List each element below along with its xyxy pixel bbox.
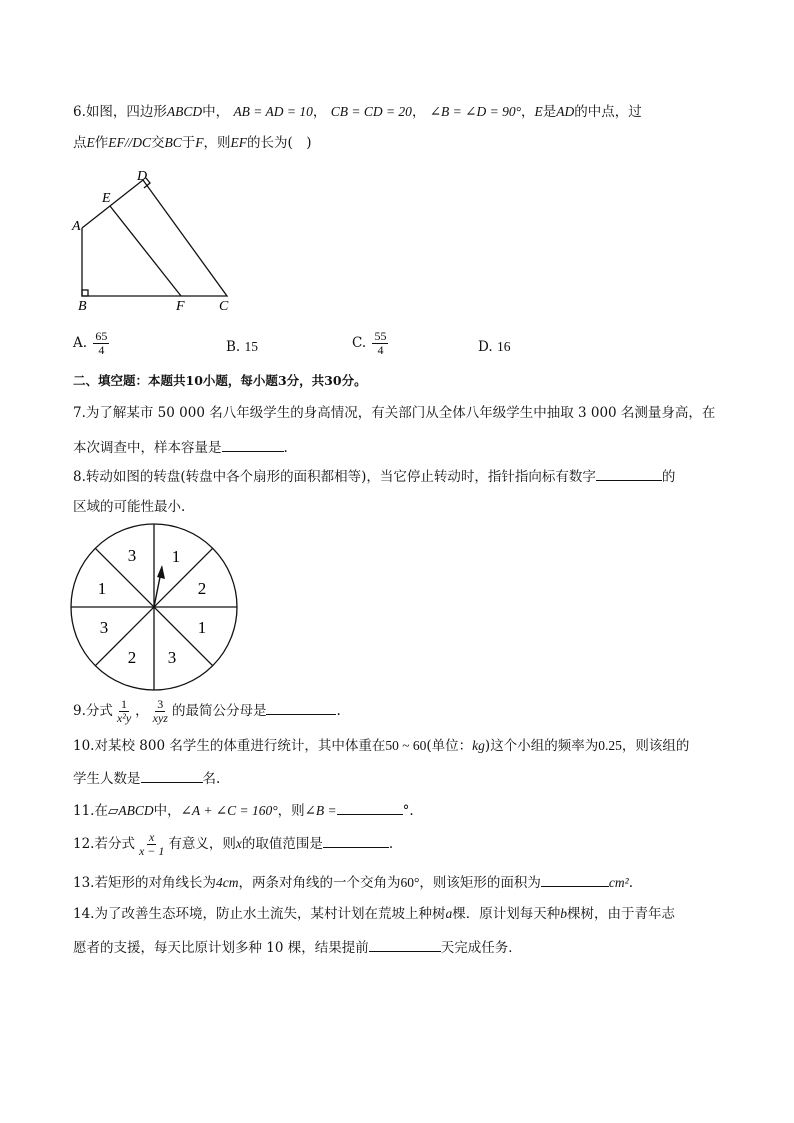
sector-number: 3: [167, 648, 177, 667]
label-d: D: [137, 169, 148, 184]
q6-figure: [70, 168, 240, 316]
q6-option-a[interactable]: A. $\frac{65}{4}$: [73, 329, 108, 357]
segment-ef: [110, 206, 181, 296]
q10-line2: 学生人数是 名.: [73, 768, 220, 789]
fraction: $\frac{55}{4}$: [374, 329, 387, 357]
q7-line1: 7.为了解某市 50 000 名八年级学生的身高情况，有关部门从全体八年级学生中抽取 3 000 名测量身高，在: [73, 405, 716, 421]
label-f: F: [176, 299, 185, 314]
q8-line1: 8.转动如图的转盘(转盘中各个扇形的面积都相等)，当它停止转动时，指针指向标有数字 的: [73, 466, 675, 487]
label-b: B: [78, 299, 87, 314]
label-c: C: [219, 299, 229, 314]
sector-number: 1: [171, 547, 181, 566]
q12-line: 12.若分式 $\frac{x}{x - 1}$ 有意义，则x的取值范围是 .: [73, 830, 394, 858]
q6-option-c[interactable]: C. $\frac{55}{4}$: [352, 329, 387, 357]
q6-line1: 6.如图，四边形ABCD中， AB = AD = 10， CB = CD = 20， ∠B = ∠D = 90°，E是AD的中点，过: [73, 104, 642, 120]
sector-number: 2: [197, 579, 207, 598]
q7-line2: 本次调查中，样本容量是 .: [73, 437, 288, 458]
q6-option-d[interactable]: D. 16: [478, 339, 511, 355]
q14-line2: 愿者的支援，每天比原计划多种 10 棵，结果提前 天完成任务．: [73, 937, 522, 958]
answer-blank[interactable]: [541, 872, 609, 887]
answer-blank[interactable]: [222, 437, 284, 452]
answer-blank[interactable]: [369, 937, 441, 952]
q10-line1: 10.对某校 800 名学生的体重进行统计，其中体重在50 ~ 60(单位：kg)这个小组的频率为0.25，则该组的: [73, 738, 690, 754]
sector-number: 1: [97, 579, 107, 598]
fraction: $\frac{3}{\text{xyz}}$: [152, 697, 168, 725]
q14-line1: 14.为了改善生态环境，防止水土流失，某村计划在荒坡上种树a棵．原计划每天种b棵树，由于青年志: [73, 906, 675, 922]
spinner-figure: [68, 521, 240, 693]
q11-line: 11.在▱ABCD中，∠A + ∠C = 160°，则∠B = °.: [73, 800, 414, 821]
answer-blank[interactable]: [141, 768, 203, 783]
answer-blank[interactable]: [323, 833, 389, 848]
section-heading: 二、填空题：本题共10小题，每小题3分，共30分。: [73, 373, 367, 388]
fraction: $\frac{1}{\text{x²y}}$: [116, 697, 132, 725]
q9-line: 9.分式 $\frac{1}{\text{x²y}}$ ， $\frac{3}{\text{xyz}}$ 的最简公分母是 .: [73, 697, 341, 725]
answer-blank[interactable]: [596, 466, 662, 481]
fraction: $\frac{65}{4}$: [95, 329, 108, 357]
q6-line2: 点E作EF//DC交BC于F，则EF的长为( ): [73, 135, 312, 151]
q13-line: 13.若矩形的对角线长为4cm，两条对角线的一个交角为60°，则该矩形的面积为 cm².: [73, 872, 633, 893]
q6-option-b[interactable]: B. 15: [226, 339, 259, 355]
fraction: $\frac{x}{x - 1}$: [138, 830, 165, 858]
answer-blank[interactable]: [337, 800, 403, 815]
label-a: A: [72, 219, 81, 234]
sector-number: 3: [99, 618, 109, 637]
sector-number: 1: [197, 618, 207, 637]
sector-number: 2: [127, 648, 137, 667]
answer-blank[interactable]: [266, 700, 336, 715]
label-e: E: [102, 191, 111, 206]
sector-number: 3: [127, 546, 137, 565]
right-angle-b: [82, 290, 88, 296]
q8-line2: 区域的可能性最小.: [73, 499, 186, 515]
pointer-arrow-icon: [157, 565, 165, 579]
